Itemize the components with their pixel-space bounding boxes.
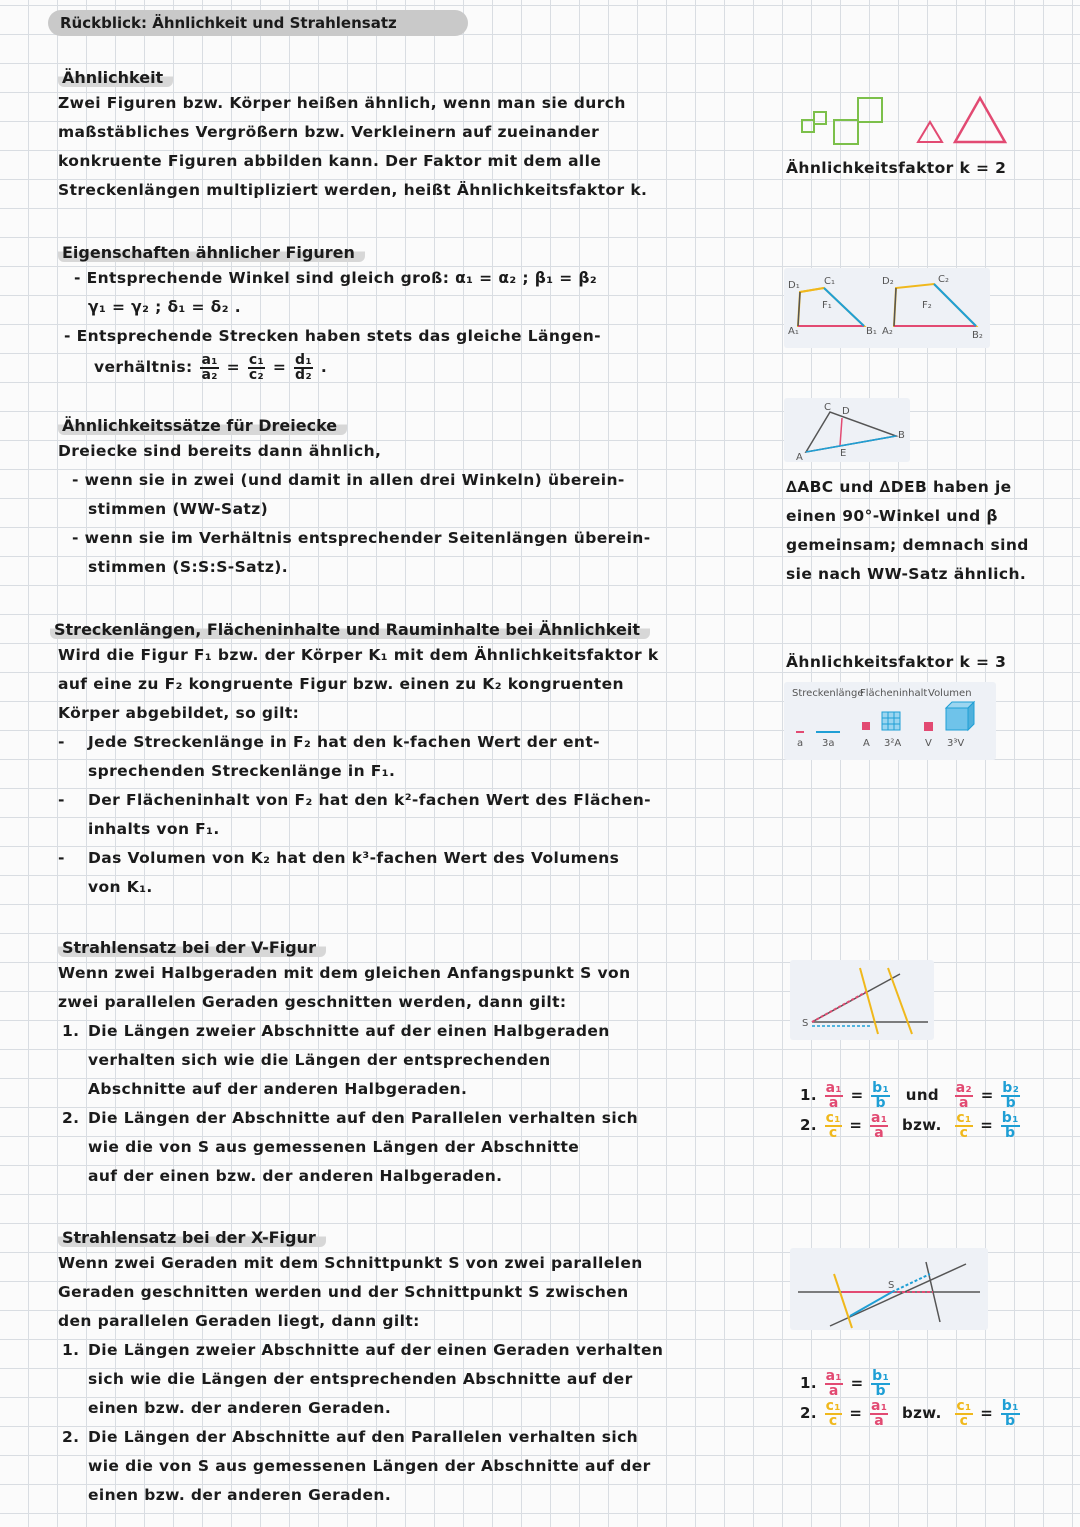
bullet-sss-cont: stimmen (S:S:S-Satz).	[88, 558, 289, 576]
text-line: Zwei Figuren bzw. Körper heißen ähnlich, wenn man sie durch	[58, 94, 626, 112]
v-figure-illustration	[790, 960, 934, 1040]
svg-text:F₁: F₁	[822, 300, 832, 311]
bullet-volume-k3-cont: von K₁.	[88, 878, 153, 896]
svg-text:C₁: C₁	[824, 276, 835, 287]
text-line: Wird die Figur F₁ bzw. der Körper K₁ mit dem Ähnlichkeitsfaktor k	[58, 646, 659, 664]
bullet-area-k2: - Der Flächeninhalt von F₂ hat den k²-fachen Wert des Flächen-	[58, 791, 652, 809]
text-line: Dreiecke sind bereits dann ähnlich,	[58, 442, 382, 460]
v-rule-2-cont: auf der einen bzw. der anderen Halbgeraden.	[88, 1167, 503, 1185]
note-line: gemeinsam; demnach sind	[786, 536, 1029, 554]
x-rule-1-cont: einen bzw. der anderen Geraden.	[88, 1399, 392, 1417]
text-line: auf eine zu F₂ kongruente Figur bzw. einen zu K₂ kongruenten	[58, 675, 624, 693]
text-line: Geraden geschnitten werden und der Schnittpunkt S zwischen	[58, 1283, 629, 1301]
svg-text:B₁: B₁	[866, 326, 877, 337]
heading-v-figure: Strahlensatz bei der V-Figur	[58, 938, 326, 957]
x-formulas	[800, 1368, 1022, 1428]
fraction: $\frac{\text{a₁}}{\text{a₂}}$	[201, 351, 218, 383]
note-ww-example	[786, 473, 1029, 589]
note-line: ∆ABC und ∆DEB haben je	[786, 478, 1012, 496]
heading-properties: Eigenschaften ähnlicher Figuren	[58, 243, 365, 262]
bullet-volume-k3: - Das Volumen von K₂ hat den k³-fachen Wert des Volumens	[58, 849, 620, 867]
note-similarity-factor-3: Ähnlichkeitsfaktor k = 3	[786, 653, 1007, 671]
svg-text:a: a	[797, 738, 804, 749]
text-line: zwei parallelen Geraden geschnitten werden, dann gilt:	[58, 993, 567, 1011]
svg-text:D₁: D₁	[788, 280, 800, 291]
svg-text:3²A: 3²A	[884, 738, 902, 749]
section-similarity	[58, 68, 647, 205]
section-lengths-areas-volumes	[50, 620, 659, 902]
heading-lengths-areas-volumes: Streckenlängen, Flächeninhalte und Rauminhalte bei Ähnlichkeit	[50, 620, 650, 639]
bullet-lengths: - Entsprechende Strecken haben stets das gleiche Längen-	[64, 327, 601, 345]
fraction: $\frac{\text{b₁}}{b}$	[872, 1367, 890, 1399]
note-line: einen 90°-Winkel und β	[786, 507, 998, 525]
text-line: maßstäbliches Vergrößern bzw. Verkleinern auf zueinander	[58, 123, 600, 141]
section-properties	[58, 243, 601, 383]
x-figure-illustration	[790, 1248, 988, 1330]
svg-text:3a: 3a	[822, 738, 835, 749]
section-x-figure	[58, 1228, 663, 1510]
v-rule-1-cont: verhalten sich wie die Längen der entsprechenden	[88, 1051, 551, 1069]
svg-text:A: A	[796, 452, 803, 462]
svg-text:C: C	[824, 402, 831, 413]
svg-text:E: E	[840, 448, 847, 459]
similar-quadrilaterals-illustration	[784, 268, 990, 348]
text-line: Körper abgebildet, so gilt:	[58, 704, 300, 722]
svg-text:S: S	[802, 1018, 809, 1029]
bullet-lengths-k: - Jede Streckenlänge in F₂ hat den k-fachen Wert der ent-	[58, 733, 600, 751]
heading-x-figure: Strahlensatz bei der X-Figur	[58, 1228, 326, 1247]
fraction: $\frac{\text{b₁}}{b}$	[1001, 1109, 1019, 1141]
x-rule-2-cont: wie die von S aus gemessenen Längen der Abschnitte auf der	[88, 1457, 651, 1475]
svg-text:B₂: B₂	[972, 330, 983, 341]
svg-text:Volumen: Volumen	[928, 688, 972, 699]
text-line: Wenn zwei Geraden mit dem Schnittpunkt S von zwei parallelen	[58, 1254, 643, 1272]
svg-text:Streckenlänge: Streckenlänge	[792, 688, 864, 699]
fraction: $\frac{\text{b₂}}{b}$	[1002, 1079, 1020, 1111]
ratio-line: verhältnis: $\frac{\text{a₁}}{\text{a₂}}$ = $\frac{\text{c₁}}{\text{c₂}}$ = $\frac{\text{d₁}}{\text{d₂}}$ .	[94, 351, 328, 383]
bullet-ww: - wenn sie in zwei (und damit in allen drei Winkeln) überein-	[72, 471, 625, 489]
x-rule-2-cont: einen bzw. der anderen Geraden.	[88, 1486, 392, 1504]
v-formula-1: 1. $\frac{\text{a₁}}{a}$ = $\frac{\text{b₁}}{b}$ und $\frac{\text{a₂}}{a}$ = $\frac{\text{b₂}}{b}$	[800, 1079, 1020, 1111]
bullet-angles-cont: γ₁ = γ₂ ; δ₁ = δ₂ .	[88, 298, 242, 316]
fraction: $\frac{\text{c₁}}{c}$	[956, 1109, 972, 1141]
svg-text:D: D	[842, 406, 850, 417]
fraction: $\frac{\text{b₁}}{b}$	[1001, 1397, 1019, 1429]
v-rule-2: 2. Die Längen der Abschnitte auf den Parallelen verhalten sich	[62, 1109, 639, 1127]
x-rule-2: 2. Die Längen der Abschnitte auf den Parallelen verhalten sich	[62, 1428, 639, 1446]
fraction: $\frac{\text{d₁}}{\text{d₂}}$	[295, 351, 313, 383]
bullet-sss: - wenn sie im Verhältnis entsprechender Seitenlängen überein-	[72, 529, 651, 547]
svg-text:A: A	[863, 738, 870, 749]
x-rule-1-cont: sich wie die Längen der entsprechenden Abschnitte auf der	[88, 1370, 633, 1388]
note-similarity-factor-2: Ähnlichkeitsfaktor k = 2	[786, 159, 1007, 177]
fraction: $\frac{\text{a₂}}{a}$	[955, 1079, 973, 1111]
bullet-angles: - Entsprechende Winkel sind gleich groß: α₁ = α₂ ; β₁ = β₂	[74, 269, 598, 287]
ratio-label: verhältnis:	[94, 358, 193, 376]
v-rule-2-cont: wie die von S aus gemessenen Längen der Abschnitte	[88, 1138, 580, 1156]
svg-text:F₂: F₂	[922, 300, 932, 311]
fraction: $\frac{\text{a₁}}{a}$	[825, 1079, 842, 1111]
note-line: sie nach WW-Satz ähnlich.	[786, 565, 1027, 583]
text-line: Wenn zwei Halbgeraden mit dem gleichen Anfangspunkt S von	[58, 964, 631, 982]
fraction: $\frac{\text{c₁}}{c}$	[825, 1397, 841, 1429]
svg-text:S: S	[888, 1280, 895, 1291]
page-title: Rückblick: Ähnlichkeit und Strahlensatz	[48, 10, 468, 36]
section-v-figure	[58, 938, 638, 1191]
fraction: $\frac{\text{c₁}}{c}$	[825, 1109, 841, 1141]
x-formula-1: 1. $\frac{\text{a₁}}{a}$ = $\frac{\text{b₁}}{b}$	[800, 1367, 890, 1399]
similarity-shapes-illustration	[790, 92, 1010, 148]
svg-text:B: B	[898, 430, 905, 441]
v-formulas	[800, 1080, 1022, 1140]
x-formula-2: 2. $\frac{\text{c₁}}{c}$ = $\frac{\text{a₁}}{a}$ bzw. $\frac{\text{c₁}}{c}$ = $\frac{\text{b₁}}{b}$	[800, 1397, 1019, 1429]
svg-text:D₂: D₂	[882, 276, 894, 287]
svg-text:V: V	[925, 738, 932, 749]
v-formula-2: 2. $\frac{\text{c₁}}{c}$ = $\frac{\text{a₁}}{a}$ bzw. $\frac{\text{c₁}}{c}$ = $\frac{\text{b₁}}{b}$	[800, 1109, 1019, 1141]
x-rule-1: 1. Die Längen zweier Abschnitte auf der einen Geraden verhalten	[62, 1341, 664, 1359]
heading-similarity: Ähnlichkeit	[58, 68, 173, 87]
scaling-illustration	[784, 682, 996, 760]
fraction: $\frac{\text{c₁}}{\text{c₂}}$	[248, 351, 265, 383]
fraction: $\frac{\text{b₁}}{b}$	[872, 1079, 890, 1111]
svg-text:Flächeninhalt: Flächeninhalt	[860, 688, 928, 699]
bullet-ww-cont: stimmen (WW-Satz)	[88, 500, 269, 518]
heading-triangle-theorems: Ähnlichkeitssätze für Dreiecke	[58, 416, 347, 435]
svg-text:A₂: A₂	[882, 326, 893, 337]
fraction: $\frac{\text{a₁}}{a}$	[871, 1397, 888, 1429]
bullet-area-k2-cont: inhalts von F₁.	[88, 820, 220, 838]
svg-text:3³V: 3³V	[947, 738, 965, 749]
svg-text:A₁: A₁	[788, 326, 799, 337]
text-line: den parallelen Geraden liegt, dann gilt:	[58, 1312, 420, 1330]
bullet-lengths-k-cont: sprechenden Streckenlänge in F₁.	[88, 762, 396, 780]
text-line: konkruente Figuren abbilden kann. Der Faktor mit dem alle	[58, 152, 602, 170]
fraction: $\frac{\text{c₁}}{c}$	[956, 1397, 972, 1429]
section-triangle-theorems	[58, 416, 651, 582]
fraction: $\frac{\text{a₁}}{a}$	[871, 1109, 888, 1141]
svg-text:C₂: C₂	[938, 274, 949, 285]
text-line: Streckenlängen multipliziert werden, heißt Ähnlichkeitsfaktor k.	[58, 181, 648, 199]
triangles-abc-deb-illustration	[784, 398, 910, 462]
v-rule-1-cont: Abschnitte auf der anderen Halbgeraden.	[88, 1080, 468, 1098]
v-rule-1: 1. Die Längen zweier Abschnitte auf der einen Halbgeraden	[62, 1022, 610, 1040]
fraction: $\frac{\text{a₁}}{a}$	[825, 1367, 842, 1399]
